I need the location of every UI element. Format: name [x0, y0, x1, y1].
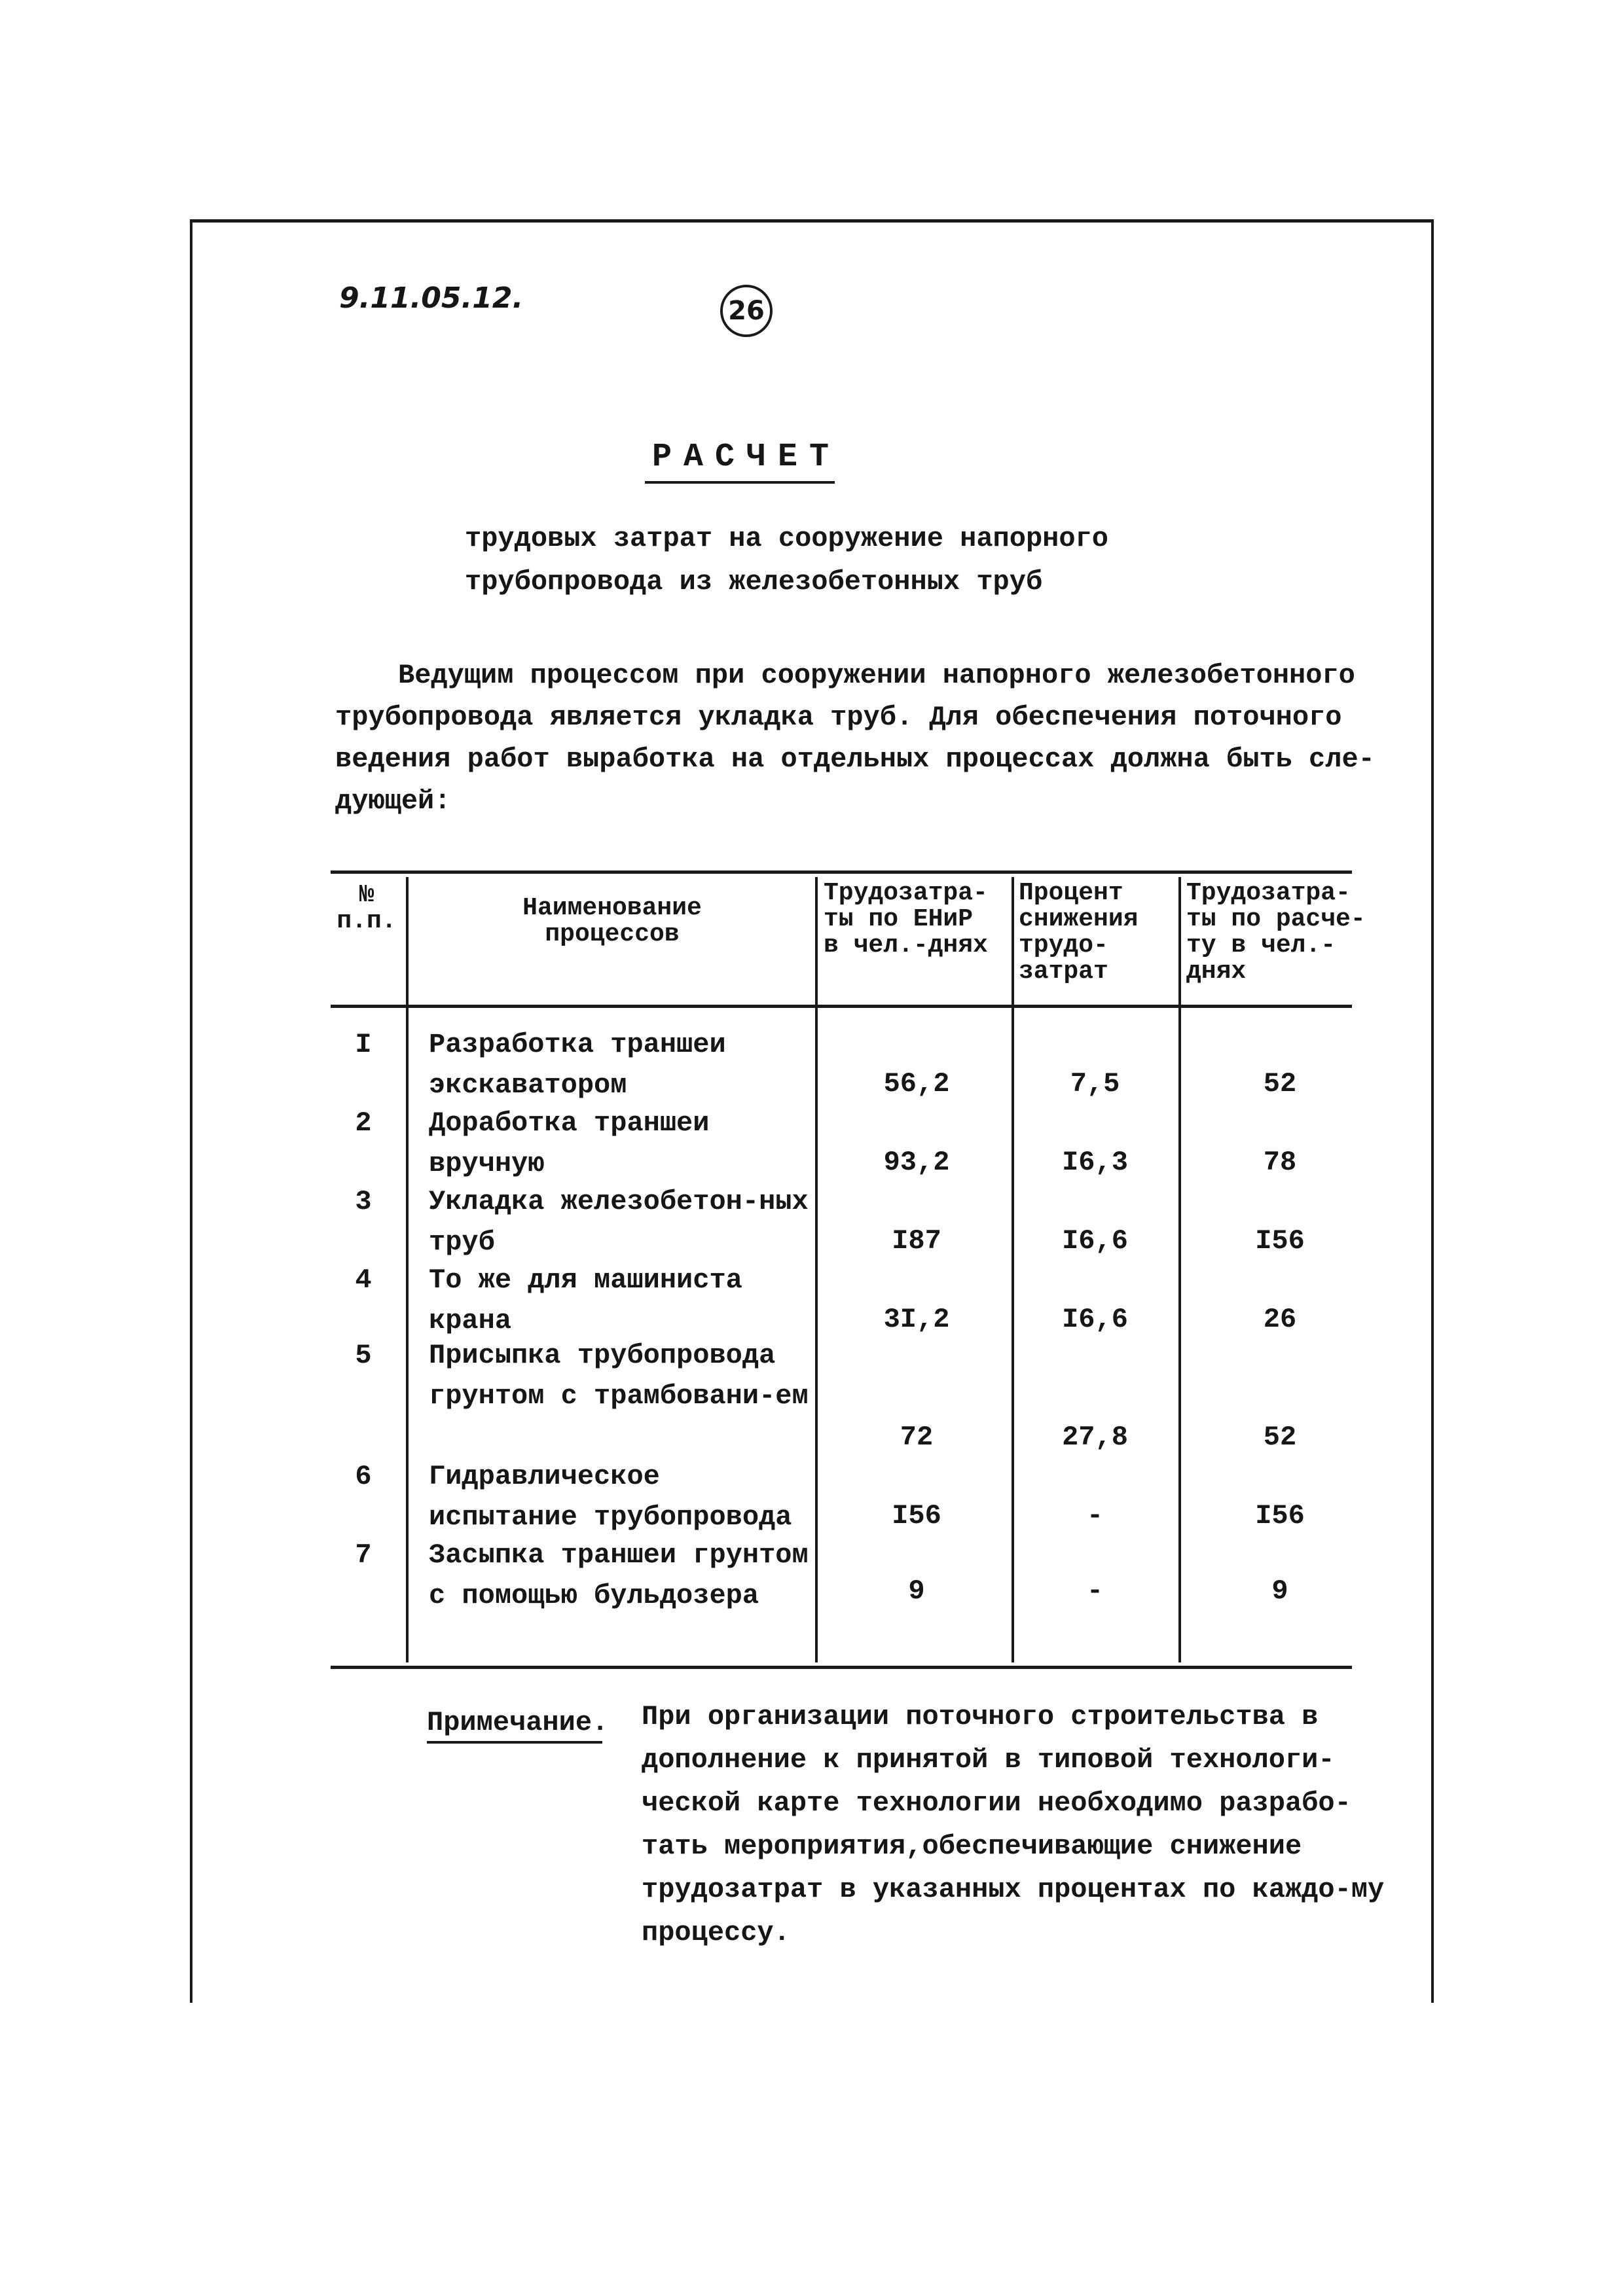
row-process-name: Доработка траншеи вручную	[429, 1107, 710, 1179]
row-reduction-percent: -	[1086, 1575, 1104, 1607]
page-title: РАСЧЕТ	[651, 439, 841, 476]
title-underline	[645, 481, 835, 484]
row-enir-value: 9	[908, 1575, 925, 1607]
row-enir-value: 93,2	[883, 1147, 950, 1178]
row-calculated-value: I56	[1255, 1225, 1305, 1257]
row-enir-value: I56	[892, 1500, 941, 1532]
row-reduction-percent: I6,3	[1062, 1147, 1128, 1178]
row-enir-value: I87	[892, 1225, 941, 1257]
row-process-name: Присыпка трубопровода грунтом с трамбовани-ем	[429, 1340, 809, 1412]
row-reduction-percent: -	[1086, 1500, 1104, 1532]
page-frame-left	[190, 219, 192, 2003]
row-calculated-value: 52	[1263, 1422, 1297, 1453]
page-number-stamp: 26	[720, 285, 773, 337]
row-enir-value: 56,2	[883, 1068, 950, 1100]
intro-paragraph	[335, 655, 1409, 822]
row-number: 4	[355, 1265, 372, 1296]
header-col2: Процент снижения трудо- затрат	[1019, 879, 1139, 986]
header-col3: Трудозатра- ты по расче- ту в чел.- днях	[1186, 879, 1366, 986]
row-calculated-value: 52	[1263, 1068, 1297, 1100]
row-process-name: Гидравлическое испытание трубопровода	[429, 1461, 792, 1533]
row-process-name: То же для машиниста крана	[429, 1265, 742, 1336]
row-reduction-percent: I6,6	[1062, 1225, 1128, 1257]
row-process-name: Разработка траншеи экскаватором	[429, 1029, 726, 1101]
row-calculated-value: 78	[1263, 1147, 1297, 1178]
row-enir-value: 72	[900, 1422, 934, 1453]
row-process-name: Укладка железобетон-ных труб	[429, 1186, 809, 1258]
header-col1: Трудозатра- ты по ЕНиР в чел.-днях	[824, 879, 988, 960]
row-number: 5	[355, 1340, 372, 1371]
table-header-rule	[331, 1005, 1352, 1008]
note-label: Примечание.	[427, 1707, 609, 1738]
intro-line: трубопровода является укладка труб. Для обеспечения поточного	[335, 702, 1342, 733]
page-frame-top	[190, 219, 1434, 223]
row-calculated-value: I56	[1255, 1500, 1305, 1532]
header-num: № п.п.	[337, 881, 397, 935]
table-col-separator	[1012, 877, 1014, 1662]
row-number: I	[355, 1029, 372, 1060]
row-calculated-value: 9	[1271, 1575, 1288, 1607]
row-number: 7	[355, 1539, 372, 1571]
intro-line: дующей:	[335, 785, 451, 817]
note-label-underline	[427, 1741, 602, 1744]
document-code: 9.11.05.12.	[339, 281, 524, 315]
page-frame-right	[1431, 219, 1434, 2003]
row-number: 3	[355, 1186, 372, 1217]
table-top-rule	[331, 870, 1352, 874]
row-enir-value: 3I,2	[883, 1304, 950, 1335]
row-number: 2	[355, 1107, 372, 1139]
row-number: 6	[355, 1461, 372, 1492]
row-reduction-percent: I6,6	[1062, 1304, 1128, 1335]
table-col-separator	[406, 877, 409, 1662]
subtitle	[465, 517, 1120, 603]
subtitle-line: трубопровода из железобетонных труб	[465, 566, 1043, 598]
row-reduction-percent: 7,5	[1070, 1068, 1120, 1100]
table-bottom-rule	[331, 1666, 1352, 1669]
intro-line: Ведущим процессом при сооружении напорного железобетонного	[398, 660, 1355, 691]
row-reduction-percent: 27,8	[1062, 1422, 1128, 1453]
header-name: Наименование процессов	[522, 894, 702, 948]
row-process-name: Засыпка траншеи грунтом с помощью бульдозера	[429, 1539, 809, 1611]
subtitle-line: трудовых затрат на сооружение напорного	[465, 523, 1108, 554]
row-calculated-value: 26	[1263, 1304, 1297, 1335]
note-text: При организации поточного строительства в дополнение к принятой в типовой технологи-ческой карте технологии необходимо разрабо-тать мероприятия,обеспечивающие снижение трудозатрат в указанных процентах по каждо-му процессу.	[642, 1701, 1385, 1948]
table-col-separator	[1178, 877, 1181, 1662]
intro-line: ведения работ выработка на отдельных процессах должна быть сле-	[335, 744, 1375, 775]
